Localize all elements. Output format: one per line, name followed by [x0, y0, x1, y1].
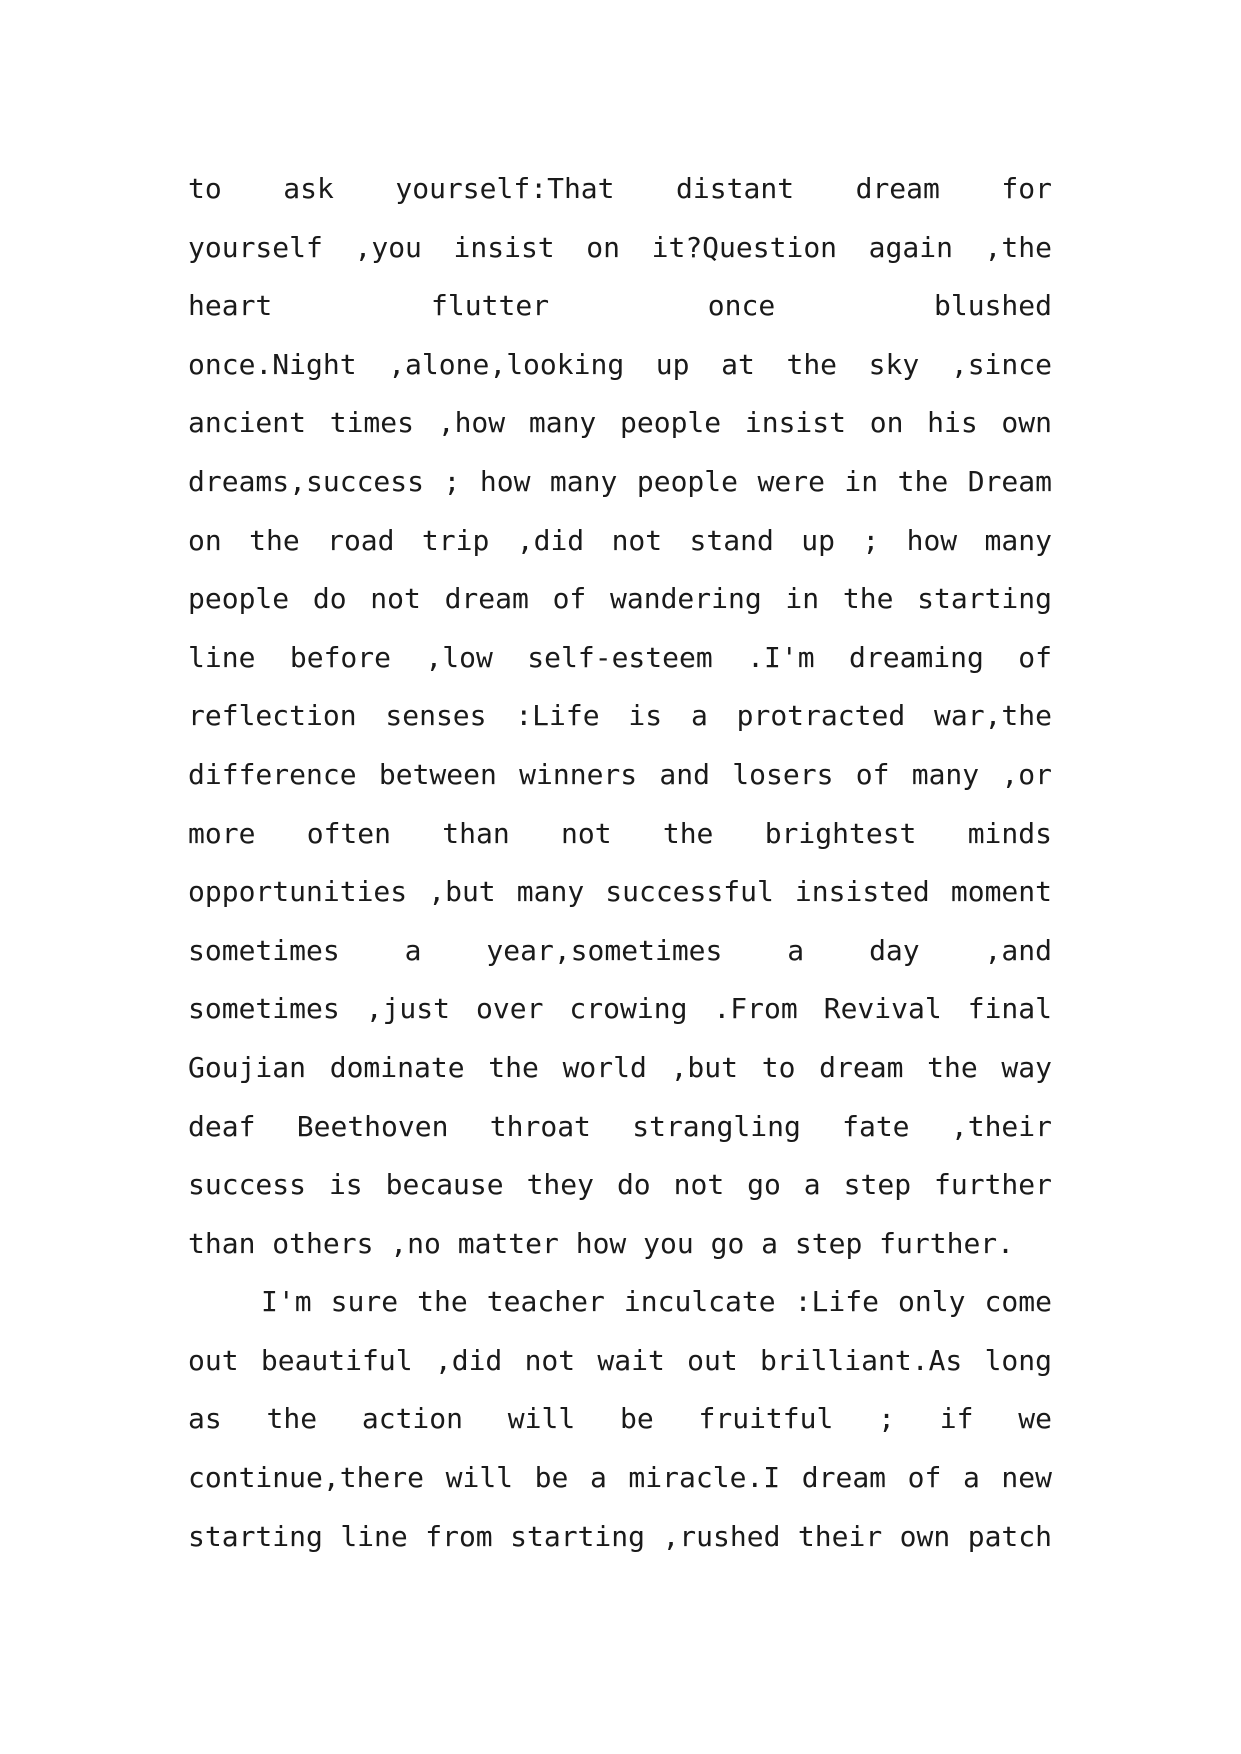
text-line: line before ,low self-esteem .I'm dreaming of [188, 640, 1052, 674]
text-line: out beautiful ,did not wait out brilliant.As long [188, 1343, 1052, 1377]
text-line: deaf Beethoven throat strangling fate ,their [188, 1109, 1052, 1143]
text-line: opportunities ,but many successful insisted moment [188, 875, 1052, 909]
text-line: dreams,success ; how many people were in the Dream [188, 464, 1052, 498]
text-line: heart flutter once blushed [188, 289, 1052, 323]
text-line: as the action will be fruitful ; if we [188, 1402, 1052, 1436]
text-line: once.Night ,alone,looking up at the sky ,since [188, 347, 1052, 381]
text-line: continue,there will be a miracle.I dream of a new [188, 1461, 1052, 1495]
paragraph-start-line: I'm sure the teacher inculcate :Life only come [261, 1285, 1052, 1319]
text-line: yourself ,you insist on it?Question again ,the [188, 230, 1052, 264]
text-line: difference between winners and losers of many ,or [188, 757, 1052, 791]
text-line: Goujian dominate the world ,but to dream the way [188, 1050, 1052, 1084]
text-line: to ask yourself:That distant dream for [188, 172, 1052, 205]
text-line: sometimes ,just over crowing .From Revival final [188, 992, 1052, 1026]
text-line: sometimes a year,sometimes a day ,and [188, 933, 1052, 967]
body-text [188, 160, 1052, 1566]
text-line: people do not dream of wandering in the starting [188, 582, 1052, 616]
text-line: starting line from starting ,rushed their own patch [188, 1519, 1052, 1553]
text-line: more often than not the brightest minds [188, 816, 1052, 850]
text-line: reflection senses :Life is a protracted war,the [188, 699, 1052, 733]
text-line: ancient times ,how many people insist on his own [188, 406, 1052, 440]
paragraph-end-line: than others ,no matter how you go a step further. [188, 1226, 1015, 1260]
text-line: success is because they do not go a step further [188, 1168, 1052, 1202]
text-line: on the road trip ,did not stand up ; how many [188, 523, 1052, 557]
